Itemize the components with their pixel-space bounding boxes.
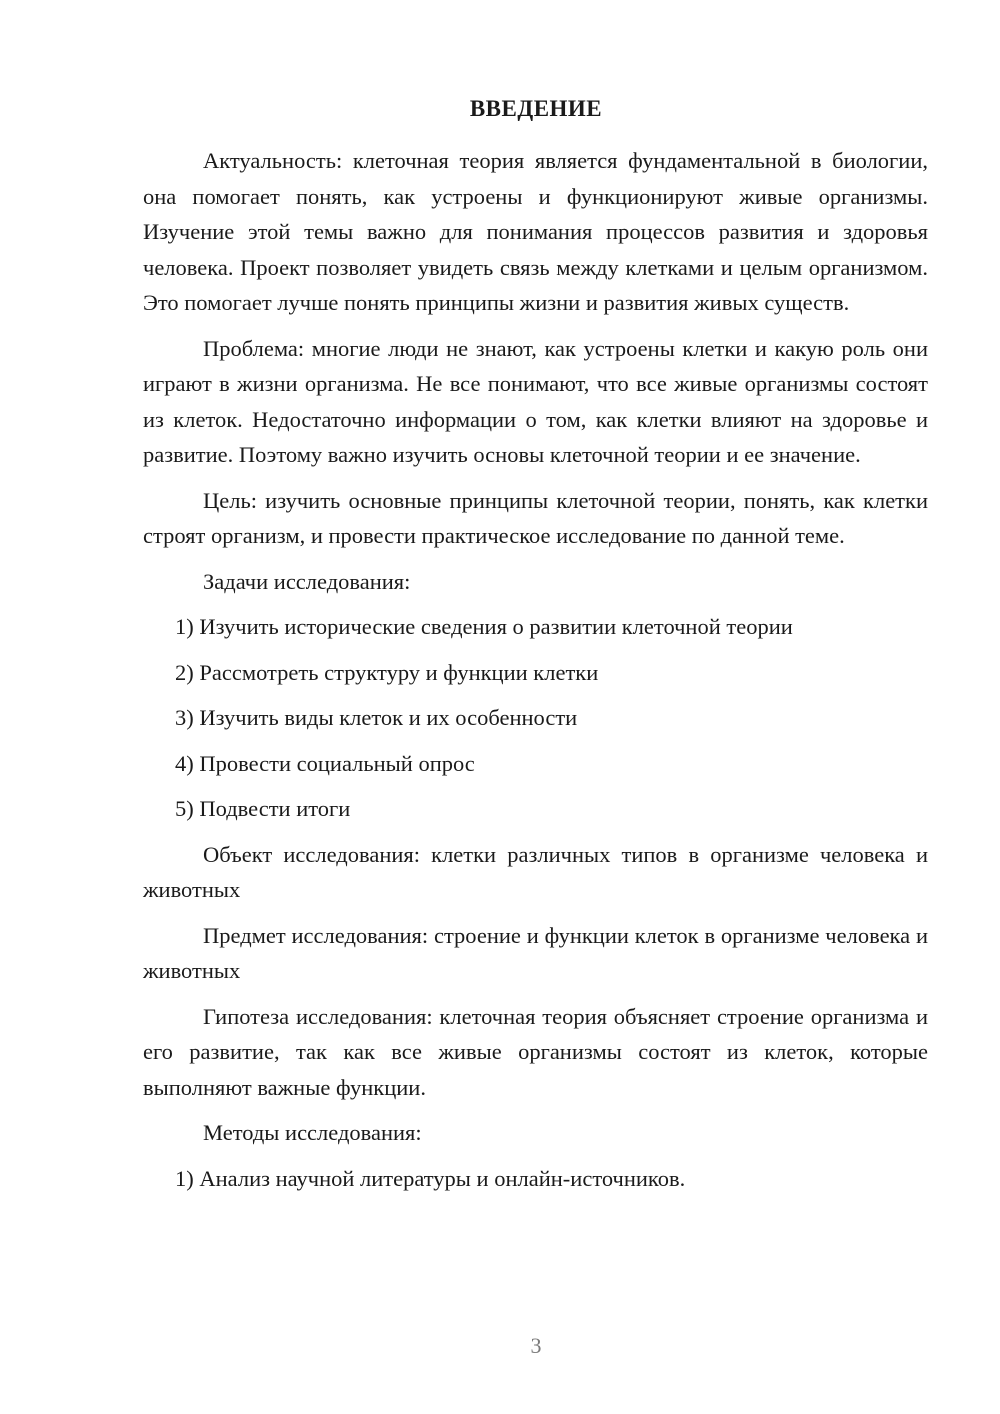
page-number: 3 (530, 1333, 542, 1358)
body-text (143, 143, 928, 1206)
goal-paragraph: Цель: изучить основные принципы клеточной теории, понять, как клетки строят организм, и провести практическое исследование по данной теме. (143, 487, 928, 548)
task-item: 3) Изучить виды клеток и их особенности (175, 705, 578, 730)
methods-heading: Методы исследования: (203, 1120, 422, 1145)
tasks-heading: Задачи исследования: (203, 568, 411, 594)
hypothesis-paragraph: Гипотеза исследования: клеточная теория объясняет строение организма и его развитие, так как все живые организмы состоят из клеток, которые выполняют важные функции. (143, 1003, 928, 1100)
task-item: 5) Подвести итоги (175, 796, 351, 821)
task-item: 2) Рассмотреть структуру и функции клетки (175, 659, 599, 685)
subject-paragraph: Предмет исследования: строение и функции клеток в организме человека и животных (143, 922, 928, 983)
section-title: ВВЕДЕНИЕ (469, 96, 603, 121)
method-item: 1) Анализ научной литературы и онлайн-источников. (175, 1165, 686, 1191)
task-item: 1) Изучить исторические сведения о развитии клеточной теории (175, 614, 793, 639)
relevance-paragraph: Актуальность: клеточная теория является фундаментальной в биологии, она помогает понять, как устроены и функционируют живые организмы. Изучение этой темы важно для понимания процессов развития и здоровья человека. Проект позволяет увидеть связь между клетками и целым организмом. Это помогает лучше понять принципы жизни и развития живых существ. (143, 148, 928, 315)
object-paragraph: Объект исследования: клетки различных типов в организме человека и животных (143, 841, 928, 902)
problem-paragraph: Проблема: многие люди не знают, как устроены клетки и какую роль они играют в жизни организма. Не все понимают, что все живые организмы состоят из клеток. Недостаточно информации о том, как клетки влияют на здоровье и развитие. Поэтому важно изучить основы клеточной теории и ее значение. (143, 335, 928, 467)
task-item: 4) Провести социальный опрос (175, 750, 475, 776)
